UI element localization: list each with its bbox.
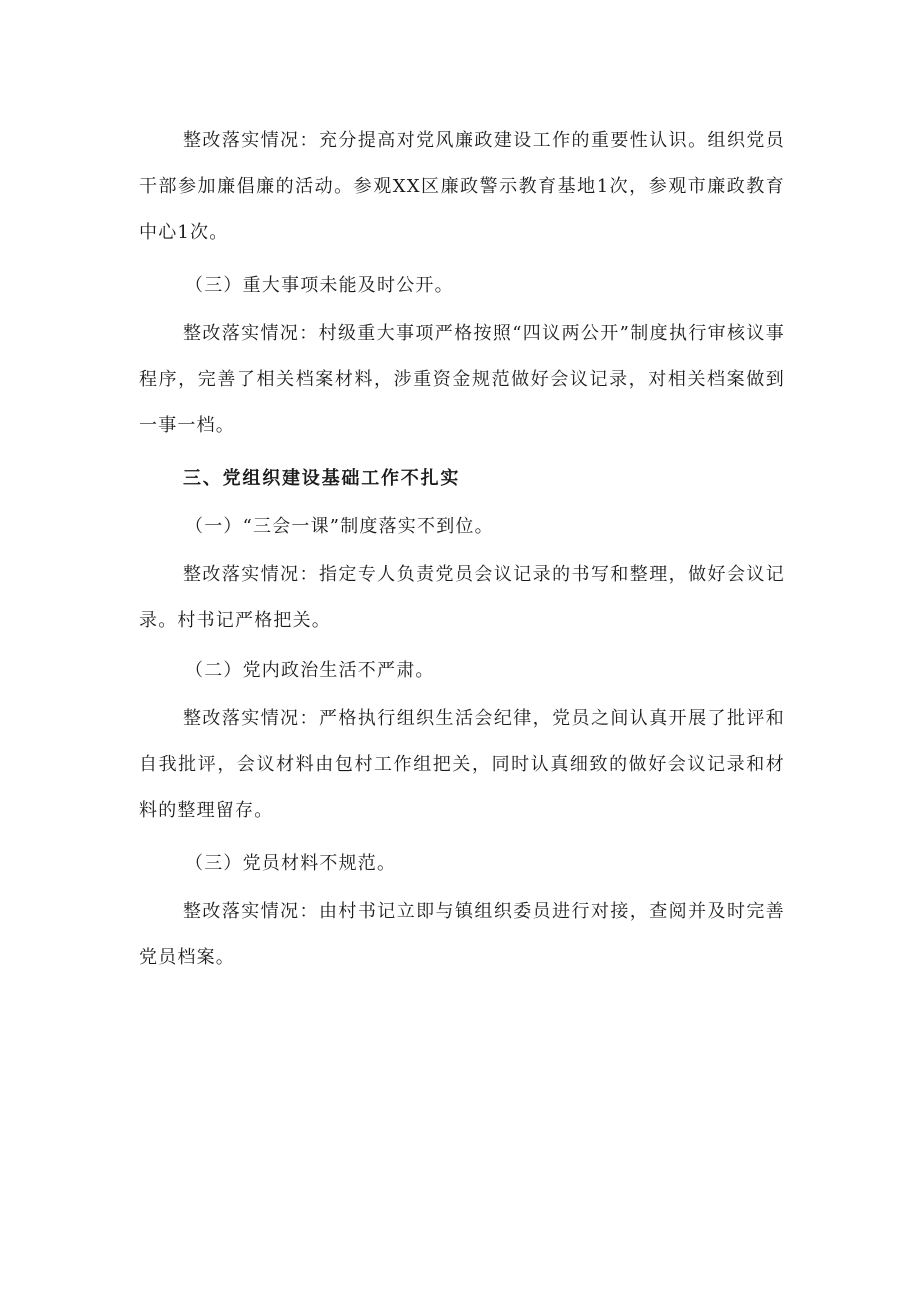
- subheading-political-life: （二）党内政治生活不严肃。: [185, 660, 435, 681]
- subheading-member-materials: （三）党员材料不规范。: [185, 853, 397, 874]
- subheading-major-matters: （三）重大事项未能及时公开。: [185, 275, 454, 296]
- subheading-three-meetings-one-lesson: （一）“三会一课”制度落实不到位。: [185, 516, 494, 537]
- paragraph-rectification-organization-life: 整改落实情况：严格执行组织生活会纪律，党员之间认真开展了批评和自我批评，会议材料由包村工作组把关，同时认真细致的做好会议记录和材料的整理留存。: [139, 708, 785, 821]
- paragraph-rectification-anticorruption: 整改落实情况：充分提高对党风廉政建设工作的重要性认识。组织党员干部参加廉倡廉的活动。参观XX区廉政警示教育基地1次，参观市廉政教育中心1次。: [139, 130, 785, 243]
- paragraph-rectification-member-files: 整改落实情况：由村书记立即与镇组织委员进行对接，查阅并及时完善党员档案。: [139, 901, 785, 968]
- paragraph-rectification-major-matters: 整改落实情况：村级重大事项严格按照“四议两公开”制度执行审核议事程序，完善了相关档案材料，涉重资金规范做好会议记录，对相关档案做到一事一档。: [139, 323, 785, 436]
- section-heading-party-organization: 三、党组织建设基础工作不扎实: [183, 468, 461, 489]
- paragraph-rectification-meeting-records: 整改落实情况：指定专人负责党员会议记录的书写和整理，做好会议记录。村书记严格把关。: [139, 564, 785, 631]
